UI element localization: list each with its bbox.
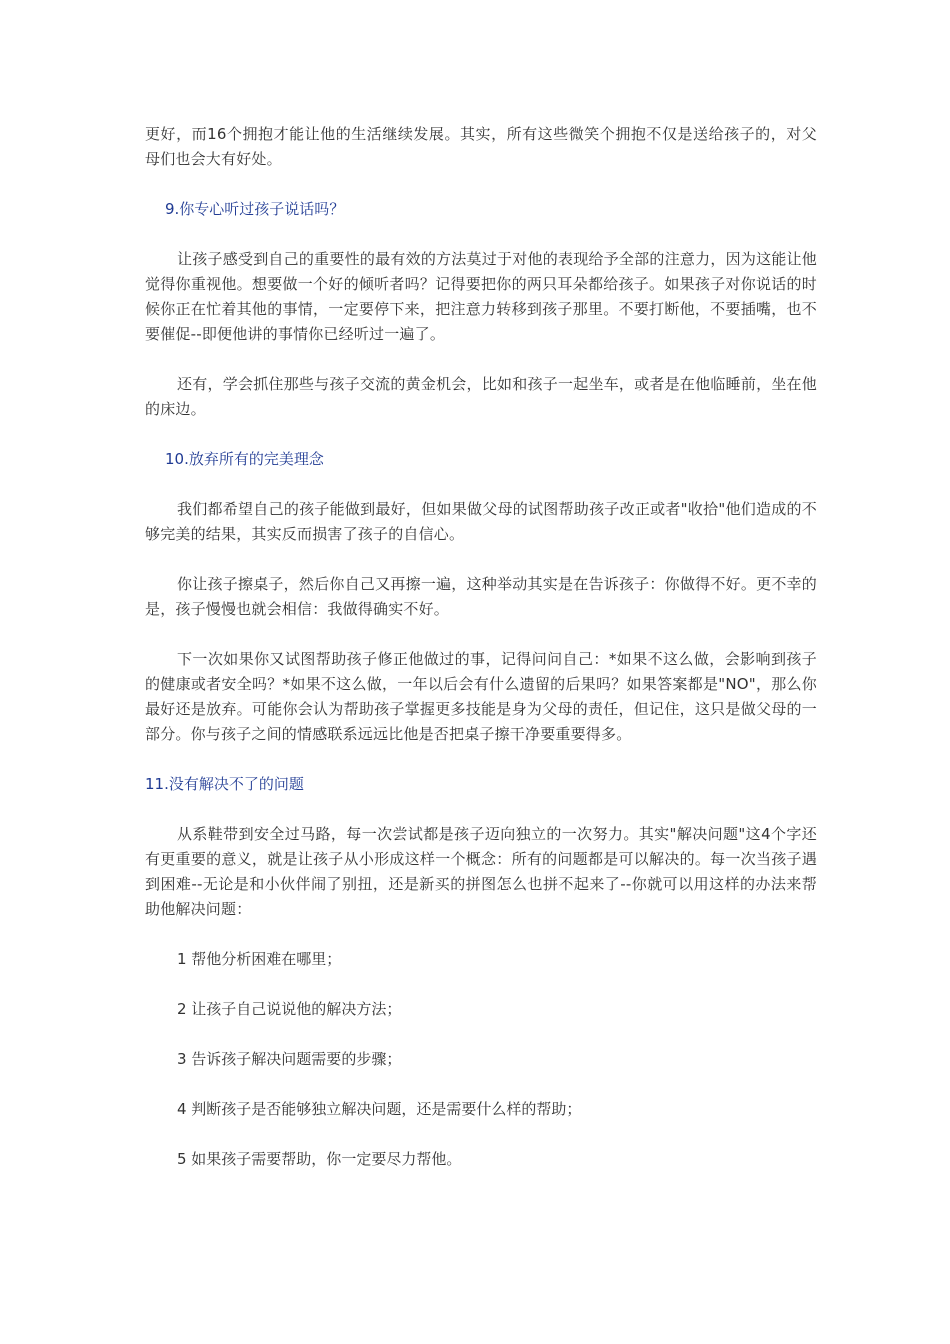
paragraph-11-1: 从系鞋带到安全过马路，每一次尝试都是孩子迈向独立的一次努力。其实"解决问题"这4个字还有更重要的意义，就是让孩子从小形成这样一个概念：所有的问题都是可以解决的。每一次当孩子遇到困难--无论是和小伙伴闹了别扭，还是新买的拼图怎么也拼不起来了--你就可以用这样的办法来帮助他解决问题：	[145, 825, 817, 918]
intro-paragraph: 更好，而16个拥抱才能让他的生活继续发展。其实，所有这些微笑个拥抱不仅是送给孩子的，对父母们也会大有好处。	[145, 125, 817, 168]
list-item: 1 帮他分析困难在哪里；	[177, 950, 342, 968]
paragraph-10-1: 我们都希望自己的孩子能做到最好，但如果做父母的试图帮助孩子改正或者"收拾"他们造成的不够完美的结果，其实反而损害了孩子的自信心。	[145, 500, 817, 543]
paragraph-9-2: 还有，学会抓住那些与孩子交流的黄金机会，比如和孩子一起坐车，或者是在他临睡前，坐在他的床边。	[145, 375, 817, 418]
paragraph-9-1: 让孩子感受到自己的重要性的最有效的方法莫过于对他的表现给予全部的注意力，因为这能让他觉得你重视他。想要做一个好的倾听者吗？记得要把你的两只耳朵都给孩子。如果孩子对你说话的时候你正在忙着其他的事情，一定要停下来，把注意力转移到孩子那里。不要打断他，不要插嘴，也不要催促--即便他讲的事情你已经听过一遍了。	[145, 250, 817, 343]
paragraph-10-3: 下一次如果你又试图帮助孩子修正他做过的事，记得问问自己：*如果不这么做，会影响到孩子的健康或者安全吗？*如果不这么做，一年以后会有什么遗留的后果吗？如果答案都是"NO"，那么你最好还是放弃。可能你会认为帮助孩子掌握更多技能是身为父母的责任，但记住，这只是做父母的一部分。你与孩子之间的情感联系远远比他是否把桌子擦干净要重要得多。	[145, 650, 817, 743]
list-item: 5 如果孩子需要帮助，你一定要尽力帮他。	[177, 1150, 462, 1168]
heading-11: 11.没有解决不了的问题	[145, 775, 304, 793]
list-item: 2 让孩子自己说说他的解决方法；	[177, 1000, 402, 1018]
paragraph-10-2: 你让孩子擦桌子，然后你自己又再擦一遍，这种举动其实是在告诉孩子：你做得不好。更不幸的是，孩子慢慢也就会相信：我做得确实不好。	[145, 575, 817, 618]
document-page	[145, 122, 817, 1172]
heading-10: 10.放弃所有的完美理念	[165, 450, 324, 468]
heading-9: 9.你专心听过孩子说话吗？	[165, 200, 345, 218]
list-item: 3 告诉孩子解决问题需要的步骤；	[177, 1050, 402, 1068]
list-item: 4 判断孩子是否能够独立解决问题，还是需要什么样的帮助；	[177, 1100, 582, 1118]
